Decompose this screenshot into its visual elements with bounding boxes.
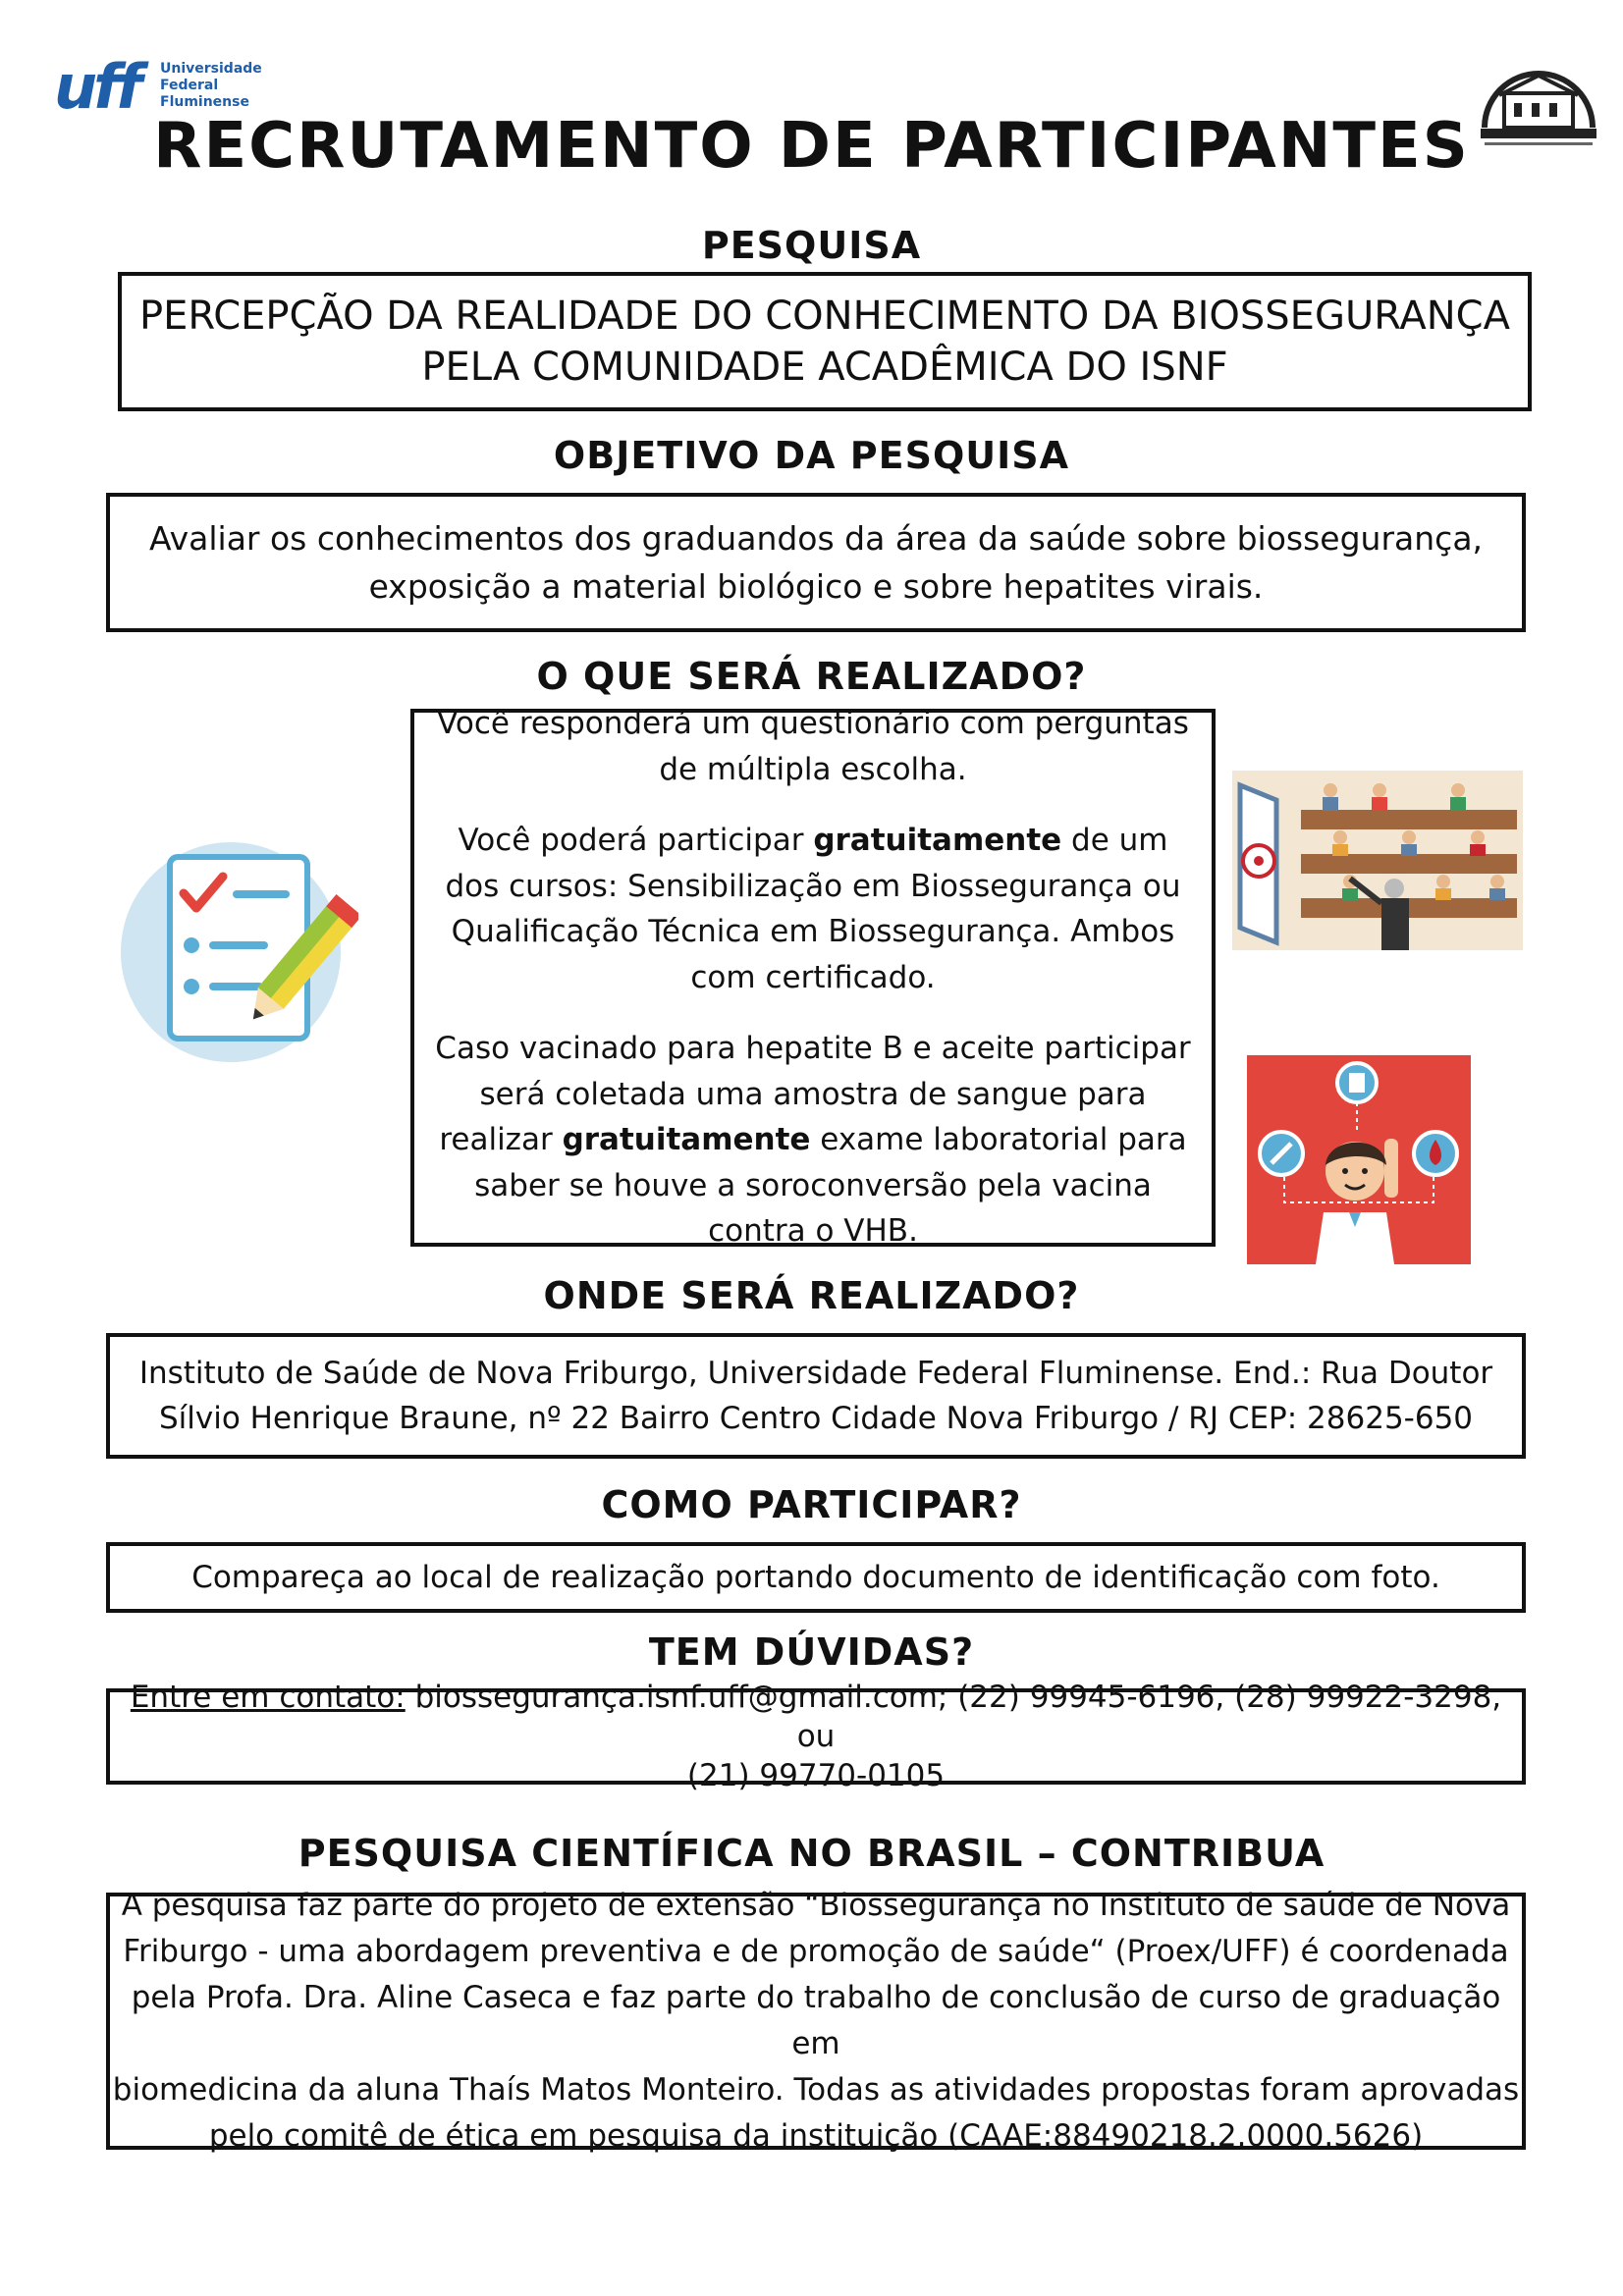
- realizado-text: exame laboratorial para saber se houve a soroconversão pela vacina contra o VHB.: [474, 1122, 1187, 1250]
- contact-details: biossegurança.isnf.uff@gmail.com; (22) 99945-6196, (28) 99922-3298, ou: [405, 1679, 1502, 1754]
- objetivo-line: exposição a material biológico e sobre hepatites virais.: [368, 567, 1264, 606]
- research-title-line: PERCEPÇÃO DA REALIDADE DO CONHECIMENTO DA BIOSSEGURANÇA: [139, 294, 1510, 339]
- uff-logo-line: Fluminense: [160, 94, 249, 110]
- contribua-heading: PESQUISA CIENTÍFICA NO BRASIL – CONTRIBUA: [298, 1832, 1325, 1875]
- como-heading: COMO PARTICIPAR?: [601, 1483, 1022, 1526]
- checklist-icon: [113, 839, 358, 1065]
- como-box: [106, 1542, 1526, 1613]
- contribua-line: pela Profa. Dra. Aline Caseca e faz parte do trabalho de conclusão de curso de graduação em: [131, 1979, 1501, 2061]
- duvidas-line: [110, 1678, 1522, 1757]
- research-title-line: PELA COMUNIDADE ACADÊMICA DO ISNF: [421, 345, 1228, 390]
- page-title: RECRUTAMENTO DE PARTICIPANTES: [153, 110, 1470, 183]
- uff-logo-line: Universidade: [160, 61, 262, 77]
- scientist-illustration-icon: [1247, 1055, 1471, 1264]
- contribua-box: [106, 1887, 1526, 2155]
- objetivo-box: [106, 493, 1526, 632]
- research-title-box: [118, 272, 1532, 411]
- duvidas-heading: TEM DÚVIDAS?: [648, 1630, 975, 1674]
- realizado-text: Caso vacinado para hepatite B e aceite participar será coletada uma amostra de sangue para realizar: [435, 1031, 1191, 1158]
- realizado-text: Você poderá participar: [458, 823, 814, 859]
- realizado-bold: gratuitamente: [562, 1122, 811, 1158]
- onde-box: [106, 1333, 1526, 1459]
- como-text: Compareça ao local de realização portando documento de identificação com foto.: [191, 1559, 1440, 1595]
- contact-label: Entre em contato:: [130, 1679, 406, 1715]
- realizado-heading: O QUE SERÁ REALIZADO?: [536, 655, 1087, 698]
- realizado-text: de um dos cursos: Sensibilização em Biossegurança ou Qualificação Técnica em Biossegurança. Ambos com certificado.: [445, 823, 1181, 995]
- objetivo-line: Avaliar os conhecimentos dos graduandos da área da saúde sobre biossegurança,: [148, 518, 1484, 558]
- classroom-illustration-icon: [1232, 771, 1523, 950]
- realizado-bold: gratuitamente: [813, 823, 1062, 859]
- uff-logo-text: [160, 61, 262, 111]
- uff-logo-word: uff: [54, 51, 139, 123]
- onde-line: Instituto de Saúde de Nova Friburgo, Universidade Federal Fluminense. End.: Rua Doutor: [138, 1355, 1493, 1391]
- uff-logo-line: Federal: [160, 78, 219, 93]
- duvidas-box: [106, 1679, 1526, 1794]
- pesquisa-heading: PESQUISA: [701, 224, 922, 267]
- contribua-line: biomedicina da aluna Thaís Matos Monteiro. Todas as atividades propostas foram aprovadas: [112, 2072, 1520, 2109]
- onde-line: Sílvio Henrique Braune, nº 22 Bairro Centro Cidade Nova Friburgo / RJ CEP: 28625-650: [158, 1401, 1474, 1436]
- onde-heading: ONDE SERÁ REALIZADO?: [543, 1274, 1080, 1317]
- duvidas-line: (21) 99770-0105: [686, 1758, 946, 1794]
- objetivo-heading: OBJETIVO DA PESQUISA: [553, 434, 1070, 477]
- contribua-line: A pesquisa faz parte do projeto de extensão “Biossegurança no Instituto de saúde de Nova: [121, 1887, 1511, 1923]
- contribua-line: Friburgo - uma abordagem preventiva e de promoção de saúde“ (Proex/UFF) é coordenada: [123, 1933, 1509, 1969]
- realizado-paragraph: [428, 818, 1198, 1000]
- realizado-paragraph: [428, 1026, 1198, 1255]
- contribua-line: pelo comitê de ética em pesquisa da instituição (CAAE:88490218.2.0000.5626): [208, 2118, 1424, 2155]
- realizado-paragraph: Você responderá um questionário com perguntas de múltipla escolha.: [437, 706, 1189, 787]
- realizado-box: [410, 706, 1216, 1250]
